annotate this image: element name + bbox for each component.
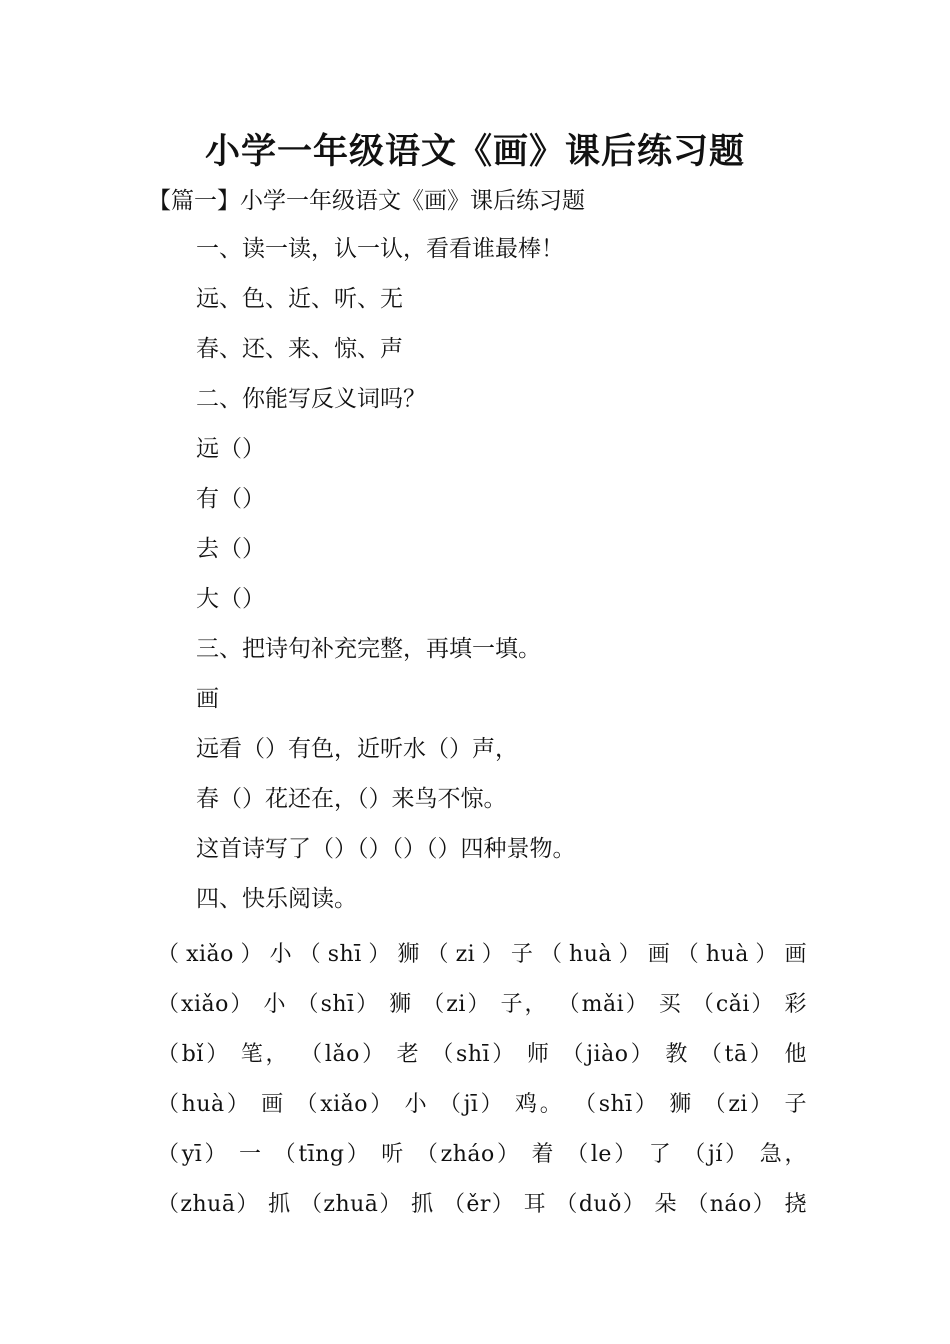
exercise-line: 远、色、近、听、无: [196, 286, 403, 312]
exercise-lines: [196, 232, 816, 932]
passage-row: （xiǎo） 小 （shī） 狮 （zi） 子， （mǎi） 买 （cǎi） 彩: [157, 992, 807, 1017]
exercise-line: 大（）: [196, 586, 265, 612]
passage-row: （huà） 画 （xiǎo） 小 （jī） 鸡。 （shī） 狮 （zi） 子: [157, 1092, 807, 1117]
exercise-line: 一、读一读，认一认，看看谁最棒！: [196, 236, 564, 262]
exercise-line: 三、把诗句补充完整，再填一填。: [196, 636, 541, 662]
exercise-line: 春（）花还在，（）来鸟不惊。: [196, 786, 507, 812]
exercise-line: 二、你能写反义词吗？: [196, 386, 426, 412]
passage-row: （yī） 一 （tīng） 听 （zháo） 着 （le） 了 （jí） 急，: [157, 1142, 807, 1167]
exercise-line: 有（）: [196, 486, 265, 512]
exercise-line: 远（）: [196, 436, 265, 462]
section-heading: 【篇一】小学一年级语文《画》课后练习题: [148, 188, 585, 214]
exercise-line: 四、快乐阅读。: [196, 886, 357, 912]
exercise-line: 这首诗写了（）（）（）（）四种景物。: [196, 836, 576, 862]
passage-row: （xiǎo）小（shī）狮（zi）子（huà）画（huà）画: [157, 942, 807, 967]
exercise-line: 画: [196, 686, 219, 712]
exercise-line: 远看（）有色，近听水（）声，: [196, 736, 518, 762]
passage-row: （bǐ） 笔， （lǎo） 老 （shī） 师 （jiào） 教 （tā） 他: [157, 1042, 807, 1067]
passage-row: （zhuā） 抓 （zhuā） 抓 （ěr） 耳 （duǒ） 朵 （náo） 挠: [157, 1192, 807, 1217]
document-title: 小学一年级语文《画》课后练习题: [204, 132, 745, 172]
exercise-line: 去（）: [196, 536, 265, 562]
exercise-line: 春、还、来、惊、声: [196, 336, 403, 362]
reading-passage: [157, 930, 807, 1230]
